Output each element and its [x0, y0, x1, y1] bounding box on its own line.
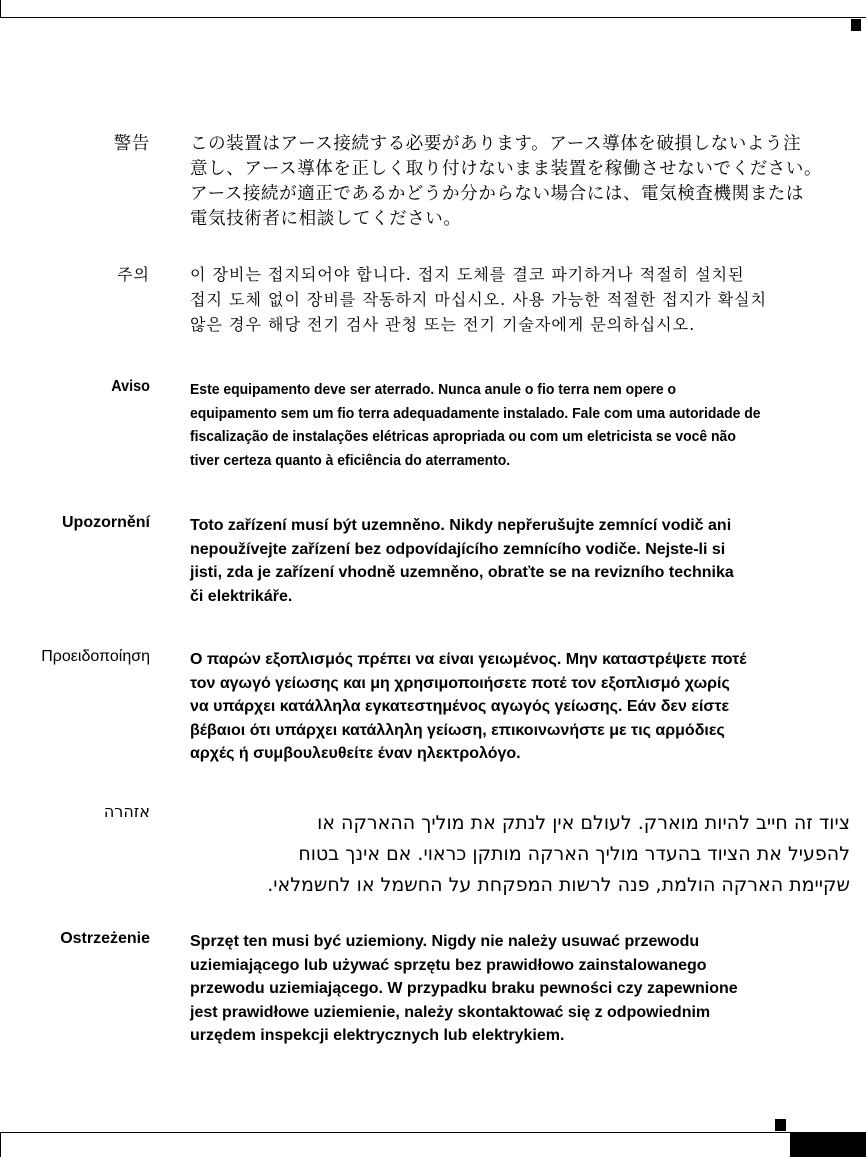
warning-label: Aviso [111, 378, 150, 395]
warning-text [160, 808, 850, 901]
warning-line: Ο παρών εξοπλισμός πρέπει να είναι γειωμένος. Μην καταστρέψετε ποτέ [190, 651, 747, 668]
warning-line: 電気技術者に相談してください。 [190, 209, 462, 229]
warning-text [190, 930, 850, 1048]
warning-line: להפעיל את הציוד בהעדר מוליך הארקה מותקן כראוי. אם אינך בטוח [298, 843, 850, 865]
warning-line: τον αγωγό γείωσης και μη χρησιμοποιήσετε ποτέ τον εξοπλισμό χωρίς [190, 674, 730, 692]
warning-line: αρχές ή συμβουλευθείτε έναν ηλεκτρολόγο. [190, 745, 521, 762]
warning-label: אזהרה [103, 802, 150, 821]
header-rule [0, 17, 866, 18]
warning-line: βέβαιοι ότι υπάρχει κατάλληλη γείωση, επικοινωνήστε με τις αρμόδιες [190, 721, 725, 739]
warning-line: 意し、アース導体を正しく取り付けないまま装置を稼働させないでください。 [190, 159, 823, 179]
warning-text [190, 262, 850, 337]
warning-line: να υπάρχει κατάλληλα εγκατεστημένος αγωγός γείωσης. Εάν δεν είστε [190, 698, 730, 715]
warning-text [190, 514, 850, 608]
warning-line: 않은 경우 해당 전기 검사 관청 또는 전기 기술자에게 문의하십시오. [190, 315, 696, 334]
warning-label: Προειδοποίηση [41, 648, 150, 665]
warning-line: この装置はアース接続する必要があります。アース導体を破損しないよう注 [190, 134, 802, 154]
footer-tab [790, 1133, 866, 1157]
warning-label: 警告 [113, 134, 150, 154]
warning-text [190, 648, 850, 766]
warning-line: jest prawidłowe uziemienie, należy skontaktować się z odpowiednim [190, 1003, 711, 1021]
warning-line: 이 장비는 접지되어야 합니다. 접지 도체를 결코 파기하거나 적절히 설치된 [190, 265, 745, 284]
warning-line: Este equipamento deve ser aterrado. Nunca anule o fio terra nem opere o [190, 381, 677, 398]
warning-line: uziemiającego lub używać sprzętu bez prawidłowo zainstalowanego [190, 956, 707, 974]
header-left-tick [0, 0, 1, 18]
warning-line: アース接続が適正であるかどうか分からない場合には、電気検査機関または [190, 184, 804, 204]
warning-text [190, 132, 850, 232]
warning-line: ציוד זה חייב להיות מוארק. לעולם אין לנתק את מוליך ההארקה או [317, 812, 850, 834]
warning-line: przewodu uziemiającego. W przypadku braku pewności czy zapewnione [190, 980, 738, 997]
footer-rule [0, 1132, 866, 1133]
warning-line: jisti, zda je zařízení vhodně uzemněno, obraťte se na revizního technika [190, 564, 734, 581]
warning-label: Upozornění [62, 514, 150, 531]
warning-line: nepoužívejte zařízení bez odpovídajícího zemnícího vodiče. Nejste-li si [190, 540, 726, 558]
footer-left-tick [0, 1132, 1, 1157]
warning-line: Toto zařízení musí být uzemněno. Nikdy nepřerušujte zemnící vodič ani [190, 517, 732, 534]
header-marker [851, 19, 861, 31]
warning-line: Sprzęt ten musi być uziemiony. Nigdy nie należy usuwać przewodu [190, 933, 700, 950]
warning-line: שקיימת הארקה הולמת, פנה לרשות המפקחת על החשמל או לחשמלאי. [267, 874, 850, 896]
warning-label: 주의 [117, 265, 150, 284]
footer-marker [775, 1119, 786, 1131]
warning-text [190, 378, 850, 472]
warning-line: urzędem inspekcji elektrycznych lub elektrykiem. [190, 1027, 565, 1044]
warning-line: 접지 도체 없이 장비를 작동하지 마십시오. 사용 가능한 적절한 접지가 확실치 [190, 290, 768, 309]
warning-line: fiscalização de instalações elétricas apropriada ou com um eletricista se você não [190, 428, 736, 445]
warning-label: Ostrzeżenie [60, 930, 150, 947]
warning-line: tiver certeza quanto à eficiência do aterramento. [190, 451, 511, 469]
warning-line: equipamento sem um fio terra adequadamente instalado. Fale com uma autoridade de [190, 404, 761, 422]
warning-line: či elektrikáře. [190, 587, 293, 605]
